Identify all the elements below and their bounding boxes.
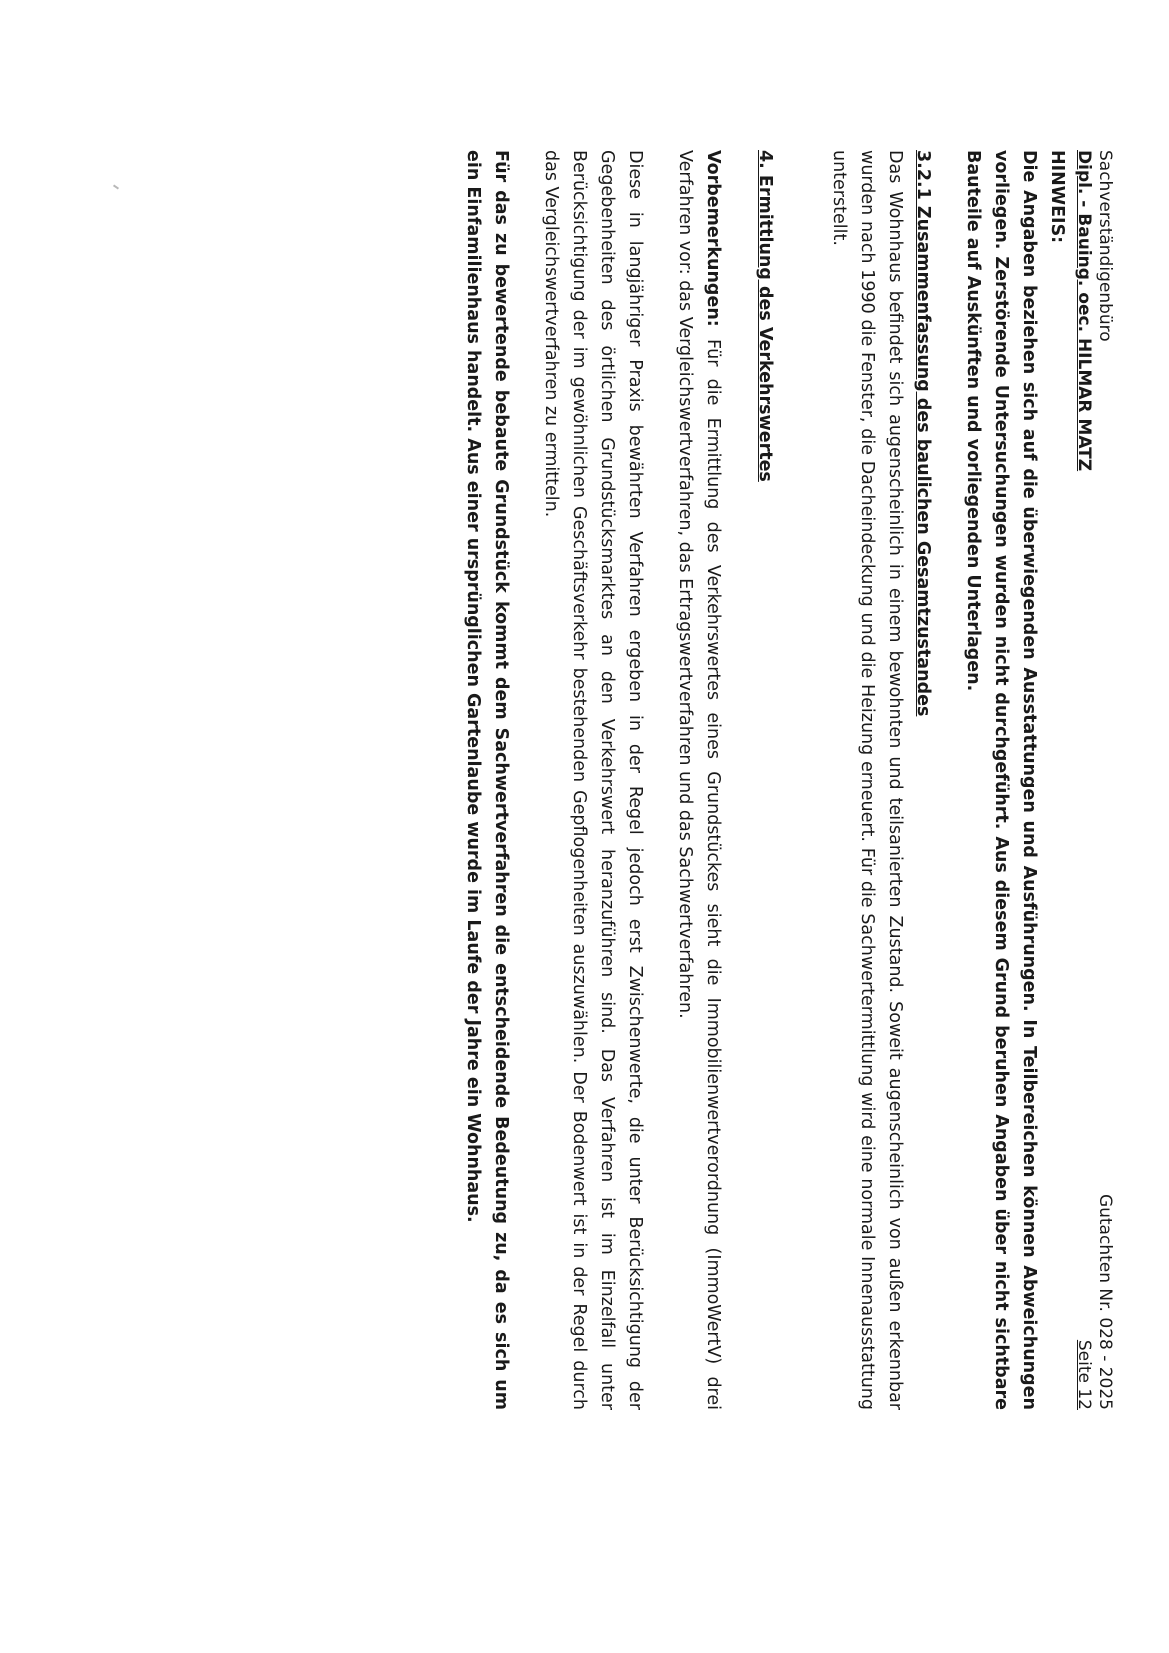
header-right — [1073, 1194, 1115, 1410]
hinweis-text: Die Angaben beziehen sich auf die überwiegenden Ausstattungen und Ausführungen. In Teilbereichen können Abweichungen vorliegen. Zerstörende Untersuchungen wurden nicht durchgeführt. Aus diesem Grund beruhen Angaben über nicht sichtbare Bauteile auf Auskünften und vorliegenden Unterlagen. — [963, 150, 1039, 1410]
header-left — [1073, 150, 1115, 471]
vorbemerkungen-label: Vorbemerkungen: — [703, 150, 723, 327]
vorbemerkungen — [671, 150, 727, 1410]
author-name: Dipl. - Bauing. oec. HILMAR MATZ — [1074, 150, 1094, 472]
hinweis-section — [959, 150, 1071, 1410]
rotated-page-content — [315, 150, 1115, 1410]
section-3-2-1-text: Das Wohnhaus befindet sich augenscheinlich in einem bewohnten und teilsanierten Zustand. Soweit augenscheinlich von außen erkennbar wurden nach 1990 die Fenster, die Dacheindeckung und die Heizung erneuert. Für die Sachwertermittlung wird eine normale Innenausstattung unterstellt. — [829, 150, 905, 1410]
verfahren-paragraph: Diese in langjähriger Praxis bewährten Verfahren ergeben in der Regel jedoch erst Zwischenwerte, die unter Berücksichtigung der Gegebenheiten des örtlichen Grundstücksmarktes an den Verkehrswert heranzuführen sind. Das Verfahren ist im Einzelfall unter Berücksichtigung der im gewöhnlichen Geschäftsverkehr bestehenden Gepflogenheiten auszuwählen. Der Bodenwert ist in der Regel durch das Vergleichswertverfahren zu ermitteln. — [541, 150, 645, 1410]
section-4 — [459, 150, 779, 1410]
section-3-2-1 — [825, 150, 937, 1410]
vorbemerkungen-text: Für die Ermittlung des Verkehrswertes eines Grundstückes sieht die Immobilienwertverordnung (ImmoWertV) drei Verfahren vor: das Vergleichswertverfahren, das Ertragswertverfahren und das Sachwertverfahren. — [675, 150, 723, 1410]
office-name: Sachverständigenbüro — [1095, 150, 1115, 342]
section-3-2-1-heading: 3.2.1 Zusammenfassung des baulichen Gesamtzustandes — [913, 150, 933, 717]
closing-paragraph: Für das zu bewertende bebaute Grundstück kommt dem Sachwertverfahren die entscheidende Bedeutung zu, da es sich um ein Einfamilienhaus handelt. Aus einer ursprünglichen Gartenlaube wurde im Laufe der Jahre ein Wohnhaus. — [463, 150, 511, 1410]
scan-speck — [113, 184, 119, 189]
report-number: Gutachten Nr. 028 - 2025 — [1095, 1193, 1115, 1410]
section-4-heading: 4. Ermittlung des Verkehrswertes — [755, 150, 775, 482]
hinweis-label: HINWEIS: — [1047, 150, 1067, 244]
page-number: Seite 12 — [1074, 1339, 1094, 1410]
page-header — [1073, 150, 1115, 1410]
